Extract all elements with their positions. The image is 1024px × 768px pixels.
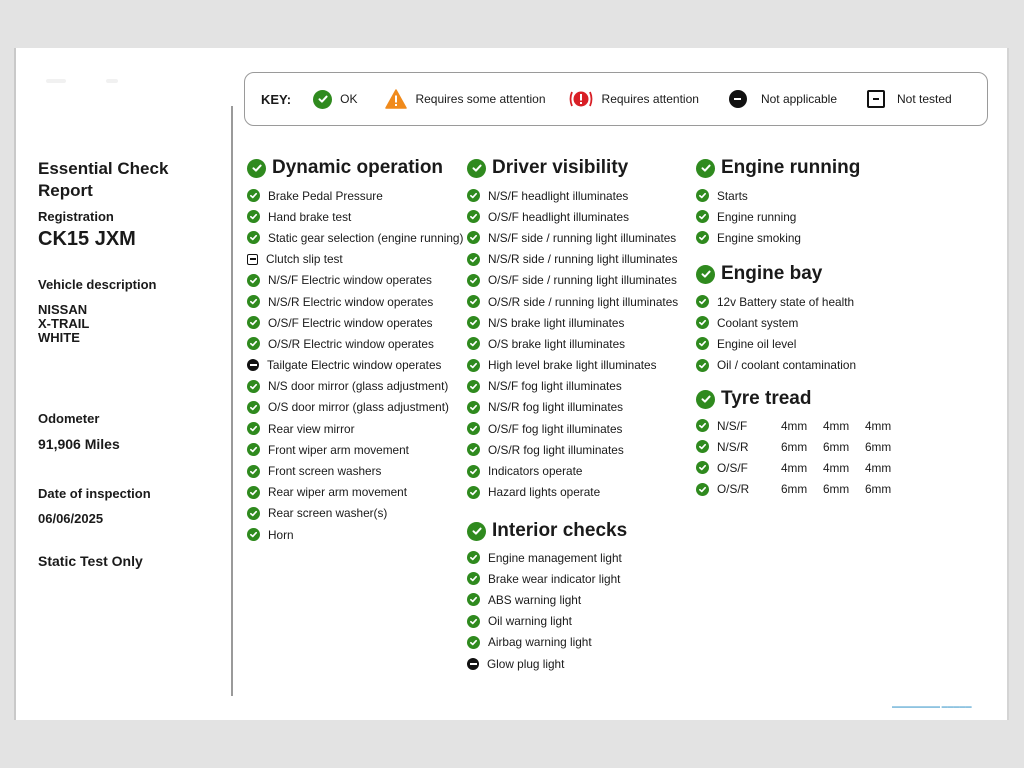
check-item-label: Starts: [717, 188, 748, 203]
tread-depth: 6mm: [781, 439, 808, 454]
check-circle-icon: [247, 465, 260, 478]
check-item-label: High level brake light illuminates: [488, 358, 657, 373]
check-item: [247, 418, 463, 439]
tyre-position: N/S/R: [717, 439, 749, 454]
check-item-label: O/S/F side / running light illuminates: [488, 273, 677, 288]
check-item: [247, 460, 463, 481]
alert-octagon-icon: [568, 89, 594, 109]
key-attention: [568, 89, 699, 109]
section-title: Driver visibility: [492, 157, 629, 178]
check-item: [467, 270, 678, 291]
check-item-label: Rear wiper arm movement: [268, 485, 407, 500]
check-item: [247, 249, 463, 270]
check-item: [247, 439, 463, 460]
section-driver-visibility: [467, 157, 678, 503]
check-item-label: Static gear selection (engine running): [268, 230, 464, 245]
section-title: Dynamic operation: [272, 157, 444, 178]
tyre-row: [696, 479, 907, 500]
check-circle-icon: [696, 419, 709, 432]
check-item: [467, 291, 678, 312]
check-item-label: N/S door mirror (glass adjustment): [268, 379, 449, 394]
panel-divider: [231, 106, 233, 696]
check-list: [247, 185, 463, 545]
check-item-label: Horn: [268, 527, 294, 542]
registration-value: CK15 JXM: [38, 228, 136, 250]
status-key: [244, 72, 988, 126]
check-item: [467, 418, 678, 439]
check-circle-icon: [247, 337, 260, 350]
check-circle-icon: [467, 593, 480, 606]
check-circle-icon: [467, 231, 480, 244]
check-item: [247, 206, 463, 227]
check-circle-icon: [247, 528, 260, 541]
section-tyre-tread: [696, 388, 907, 500]
check-item-label: N/S/R side / running light illuminates: [488, 252, 678, 267]
check-circle-icon: [467, 615, 480, 628]
check-item: [696, 291, 856, 312]
check-circle-icon: [467, 253, 480, 266]
check-circle-icon: [467, 636, 480, 649]
section-title: Interior checks: [492, 520, 628, 541]
check-item-label: Rear view mirror: [268, 421, 355, 436]
check-item-label: Hazard lights operate: [488, 485, 601, 500]
check-circle-icon: [247, 316, 260, 329]
registration-label: Registration: [38, 209, 114, 224]
check-circle-icon: [696, 390, 715, 409]
inspection-date-label: Date of inspection: [38, 486, 151, 501]
check-circle-icon: [696, 483, 709, 496]
section-dynamic-operation: [247, 157, 463, 545]
tread-depth: 4mm: [865, 460, 892, 475]
minus-circle-icon: [247, 359, 259, 371]
check-item: [247, 333, 463, 354]
check-item-label: O/S/F fog light illuminates: [488, 421, 623, 436]
check-item: [247, 503, 463, 524]
check-item-label: N/S/F Electric window operates: [268, 273, 432, 288]
check-circle-icon: [313, 90, 332, 109]
check-circle-icon: [247, 210, 260, 223]
check-item: [696, 227, 860, 248]
check-circle-icon: [696, 316, 709, 329]
check-circle-icon: [696, 265, 715, 284]
check-circle-icon: [696, 440, 709, 453]
check-item: [696, 333, 856, 354]
sheet-edge-left: [14, 48, 16, 720]
check-circle-icon: [467, 159, 486, 178]
check-item: [467, 547, 627, 568]
key-not-applicable-label: Not applicable: [760, 92, 837, 106]
section-interior-checks: [467, 520, 627, 674]
tread-depth: 4mm: [781, 460, 808, 475]
check-circle-icon: [247, 486, 260, 499]
check-circle-icon: [467, 422, 480, 435]
check-item-label: 12v Battery state of health: [717, 294, 855, 309]
key-attention-label: Requires attention: [601, 92, 699, 106]
minus-circle-icon: [467, 658, 479, 670]
check-item: [247, 312, 463, 333]
check-item: [247, 270, 463, 291]
test-type: Static Test Only: [38, 553, 143, 569]
check-item: [467, 333, 678, 354]
tyre-row: [696, 415, 907, 436]
check-circle-icon: [467, 189, 480, 202]
check-item-label: Brake Pedal Pressure: [268, 188, 383, 203]
check-circle-icon: [247, 401, 260, 414]
tyre-position: N/S/F: [717, 418, 748, 433]
check-item-label: Rear screen washer(s): [268, 506, 388, 521]
section-engine-running: [696, 157, 860, 249]
key-some-attention-label: Requires some attention: [415, 92, 546, 106]
check-item: [696, 355, 856, 376]
check-item: [247, 524, 463, 545]
section-heading: [467, 520, 627, 542]
check-item-label: ABS warning light: [488, 592, 582, 607]
check-item-label: Engine management light: [488, 550, 622, 565]
check-item-label: O/S door mirror (glass adjustment): [268, 400, 449, 415]
check-item-label: Airbag warning light: [488, 635, 592, 650]
check-circle-icon: [696, 461, 709, 474]
section-engine-bay: [696, 263, 856, 376]
check-item: [247, 376, 463, 397]
vehicle-description: [38, 303, 89, 345]
check-circle-icon: [696, 359, 709, 372]
check-item-label: Coolant system: [717, 315, 799, 330]
vehicle-label: Vehicle description: [38, 277, 157, 292]
check-circle-icon: [467, 465, 480, 478]
check-circle-icon: [467, 572, 480, 585]
check-item-label: O/S/R Electric window operates: [268, 336, 434, 351]
check-circle-icon: [247, 189, 260, 202]
tread-depth: 6mm: [865, 482, 892, 497]
section-title: Engine running: [721, 157, 861, 178]
check-circle-icon: [696, 210, 709, 223]
check-item-label: Oil / coolant contamination: [717, 358, 857, 373]
tyre-position: O/S/F: [717, 460, 748, 475]
check-circle-icon: [467, 380, 480, 393]
check-circle-icon: [247, 380, 260, 393]
section-title: Tyre tread: [721, 388, 812, 409]
check-item: [467, 439, 678, 460]
check-circle-icon: [247, 422, 260, 435]
check-list: [467, 185, 678, 503]
check-circle-icon: [467, 551, 480, 564]
check-item-label: Engine running: [717, 209, 797, 224]
vehicle-colour: WHITE: [38, 330, 80, 345]
check-item-label: N/S/R Electric window operates: [268, 294, 434, 309]
check-item: [467, 185, 678, 206]
check-circle-icon: [467, 486, 480, 499]
check-item-label: O/S/R fog light illuminates: [488, 442, 624, 457]
check-circle-icon: [247, 295, 260, 308]
section-heading: [696, 388, 907, 410]
check-circle-icon: [696, 295, 709, 308]
tyre-position: O/S/R: [717, 482, 750, 497]
check-circle-icon: [696, 337, 709, 350]
vehicle-make: NISSAN: [38, 302, 88, 317]
check-item: [696, 312, 856, 333]
check-item-label: N/S/F fog light illuminates: [488, 379, 622, 394]
tread-depth: 4mm: [781, 418, 808, 433]
check-circle-icon: [467, 295, 480, 308]
warning-triangle-icon: [385, 89, 407, 109]
check-item: [247, 397, 463, 418]
check-item-label: O/S/F Electric window operates: [268, 315, 433, 330]
section-title: Engine bay: [721, 263, 823, 284]
footer-code: ▬▬▬▬▬▬▬▬ ▬▬▬▬▬: [892, 704, 972, 710]
check-list: [696, 291, 856, 376]
check-item: [696, 206, 860, 227]
check-circle-icon: [467, 401, 480, 414]
tyre-row: [696, 457, 907, 478]
tread-depth: 6mm: [823, 482, 850, 497]
check-item: [467, 482, 678, 503]
check-item: [247, 291, 463, 312]
key-not-applicable: [729, 90, 837, 108]
sheet-edge-right: [1007, 48, 1009, 720]
tread-depth: 4mm: [865, 418, 892, 433]
check-item: [247, 355, 463, 376]
check-item-label: Oil warning light: [488, 614, 572, 629]
key-title: KEY:: [261, 91, 292, 107]
check-item: [467, 249, 678, 270]
check-item: [467, 611, 627, 632]
minus-circle-icon: [729, 90, 747, 108]
check-item-label: O/S brake light illuminates: [488, 336, 626, 351]
check-circle-icon: [247, 159, 266, 178]
check-item: [467, 376, 678, 397]
check-circle-icon: [467, 522, 486, 541]
check-circle-icon: [467, 274, 480, 287]
section-heading: [467, 157, 678, 179]
check-item: [467, 312, 678, 333]
check-item: [467, 460, 678, 481]
section-heading: [696, 263, 856, 285]
check-item-label: Engine oil level: [717, 336, 797, 351]
check-item-label: Front screen washers: [268, 464, 382, 479]
odometer-value: 91,906 Miles: [38, 436, 120, 452]
check-item-label: Hand brake test: [268, 209, 352, 224]
check-circle-icon: [467, 359, 480, 372]
tyre-table: [696, 415, 907, 500]
faint-logo: [46, 70, 186, 84]
check-circle-icon: [247, 507, 260, 520]
check-item-label: Engine smoking: [717, 230, 801, 245]
inspection-date-value: 06/06/2025: [38, 511, 104, 526]
check-list: [467, 547, 627, 674]
key-ok: [313, 90, 357, 109]
check-item: [467, 227, 678, 248]
check-circle-icon: [467, 210, 480, 223]
check-item: [247, 482, 463, 503]
check-item: [467, 206, 678, 227]
check-item-label: N/S/F side / running light illuminates: [488, 230, 677, 245]
check-circle-icon: [247, 443, 260, 456]
check-item: [467, 355, 678, 376]
check-circle-icon: [247, 274, 260, 287]
check-item: [467, 653, 627, 674]
check-item: [467, 589, 627, 610]
vehicle-model: X-TRAIL: [38, 316, 90, 331]
check-item: [247, 185, 463, 206]
check-item-label: N/S/R fog light illuminates: [488, 400, 624, 415]
check-item-label: N/S brake light illuminates: [488, 315, 625, 330]
check-item-label: Front wiper arm movement: [268, 442, 409, 457]
key-ok-label: OK: [340, 92, 358, 106]
key-not-tested-label: Not tested: [897, 92, 952, 106]
check-circle-icon: [467, 443, 480, 456]
minus-square-icon: [867, 90, 885, 108]
check-item-label: O/S/R side / running light illuminates: [488, 294, 679, 309]
check-item-label: Glow plug light: [487, 656, 565, 671]
check-circle-icon: [696, 231, 709, 244]
minus-square-icon: [247, 254, 258, 265]
check-item-label: N/S/F headlight illuminates: [488, 188, 629, 203]
check-circle-icon: [467, 316, 480, 329]
check-item: [467, 568, 627, 589]
check-item-label: Indicators operate: [488, 464, 583, 479]
tread-depth: 6mm: [865, 439, 892, 454]
section-heading: [696, 157, 860, 179]
tyre-row: [696, 436, 907, 457]
check-circle-icon: [696, 189, 709, 202]
tread-depth: 6mm: [781, 482, 808, 497]
check-item: [247, 227, 463, 248]
check-item-label: Brake wear indicator light: [488, 571, 621, 586]
report-title: Essential Check Report: [38, 159, 169, 200]
check-circle-icon: [467, 337, 480, 350]
check-circle-icon: [696, 159, 715, 178]
tread-depth: 4mm: [823, 460, 850, 475]
check-item-label: Clutch slip test: [266, 252, 343, 267]
check-item-label: O/S/F headlight illuminates: [488, 209, 629, 224]
key-some-attention: [385, 89, 545, 109]
check-list: [696, 185, 860, 249]
check-circle-icon: [247, 231, 260, 244]
check-item-label: Tailgate Electric window operates: [267, 358, 442, 373]
odometer-label: Odometer: [38, 411, 100, 426]
key-not-tested: [867, 90, 952, 108]
tread-depth: 4mm: [823, 418, 850, 433]
check-item: [467, 632, 627, 653]
tread-depth: 6mm: [823, 439, 850, 454]
check-item: [467, 397, 678, 418]
section-heading: [247, 157, 463, 179]
check-item: [696, 185, 860, 206]
